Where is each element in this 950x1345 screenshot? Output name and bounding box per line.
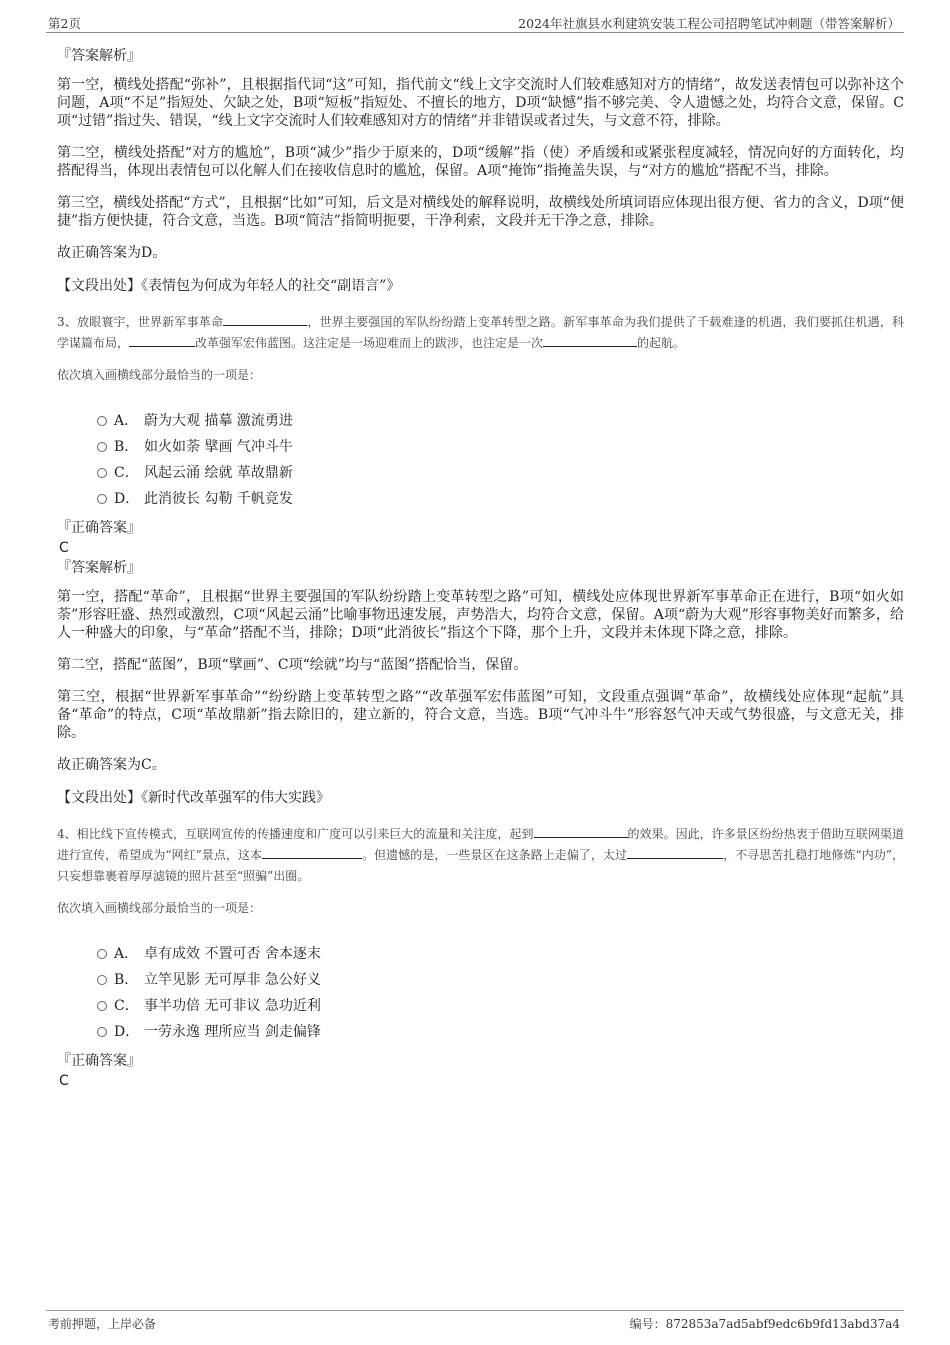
radio-icon[interactable] — [97, 494, 107, 504]
analysis-paragraph: 第一空，横线处搭配“弥补”，且根据指代词“这”可知，指代前文“线上文字交流时人们较难感知对方的情绪”，故发送表情包可以弥补这个问题，A项“不足”指短处、欠缺之处，B项“短板”指短处、不擅长的地方，D项“缺憾”指不够完美、令人遗憾之处，均符合文意，保留。C项“过错”指过失、错误，“线上文字交流时人们较难感知对方的情绪”并非错误或者过失，与文意不符，排除。 — [57, 77, 904, 129]
radio-icon[interactable] — [97, 1001, 107, 1011]
page-header — [46, 14, 904, 33]
radio-icon[interactable] — [97, 416, 107, 426]
question-stem: 3、放眼寰宇，世界新军事革命 ，世界主要强国的军队纷纷踏上变革转型之路。新军事革命为我们提供了千载难逢的机遇，我们要抓住机遇，科学谋篇布局， 改革强军宏伟蓝图。这注定是一场迎难而上的跋涉，也注定是一次 的起航。 — [57, 315, 904, 350]
radio-icon[interactable] — [97, 975, 107, 985]
option-b[interactable]: B． 如火如荼 擘画 气冲斗牛 — [97, 434, 904, 460]
analysis-paragraph: 第一空，搭配“革命”，且根据“世界主要强国的军队纷纷踏上变革转型之路”可知，横线处应体现世界新军事革命正在进行，B项“如火如荼”形容旺盛、热烈或激烈，C项“风起云涌”比喻事物迅速发展，声势浩大，均符合文意，保留。A项“蔚为大观”形容事物美好而繁多，给人一种盛大的印象，与“革命”搭配不当，排除；D项“此消彼长”指这个下降，那个上升，文段并未体现下降之意，排除。 — [57, 589, 904, 641]
question-4 — [57, 824, 904, 1091]
fill-blank — [627, 846, 723, 859]
radio-icon[interactable] — [97, 949, 107, 959]
option-c[interactable]: C． 风起云涌 绘就 革故鼎新 — [97, 460, 904, 486]
fill-blank — [129, 334, 195, 347]
option-b[interactable]: B． 立竿见影 无可厚非 急公好义 — [97, 967, 904, 993]
option-list — [97, 408, 904, 512]
question-instruction: 依次填入画横线部分最恰当的一项是： — [57, 901, 262, 915]
footer-slogan: 考前押题，上岸必备 — [48, 1317, 157, 1331]
radio-icon[interactable] — [97, 1027, 107, 1037]
radio-icon[interactable] — [97, 468, 107, 478]
page-footer — [46, 1310, 904, 1335]
option-a[interactable]: A． 蔚为大观 描摹 激流勇进 — [97, 408, 904, 434]
option-list — [97, 941, 904, 1045]
fill-blank — [262, 846, 362, 859]
fill-blank — [534, 825, 628, 838]
fill-blank — [223, 313, 307, 326]
option-d[interactable]: D． 一劳永逸 理所应当 剑走偏锋 — [97, 1019, 904, 1045]
page-number: 第2页 — [48, 16, 81, 31]
analysis-paragraph: 第二空，搭配“蓝图”，B项“擘画”、C项“绘就”均与“蓝图”搭配恰当，保留。 — [57, 657, 528, 673]
analysis-conclusion: 故正确答案为C。 — [57, 757, 166, 773]
analysis-paragraph: 第二空，横线处搭配“对方的尴尬”，B项“减少”指少于原来的，D项“缓解”指（使）矛盾缓和或紧张程度减轻，情况向好的方面转化，均搭配得当，体现出表情包可以化解人们在接收信息时的尴尬，保留。A项“掩饰”指掩盖失误，与“对方的尴尬”搭配不当，排除。 — [57, 145, 904, 179]
question-3 — [57, 312, 904, 808]
document-body — [57, 46, 904, 1091]
document-serial: 编号：872853a7ad5abf9edc6b9fd13abd37a4 — [629, 1317, 900, 1331]
text-source: 【文段出处】《表情包为何成为年轻人的社交“副语言”》 — [57, 278, 401, 294]
correct-answer: C — [59, 540, 69, 556]
text-source: 【文段出处】《新时代改革强军的伟大实践》 — [57, 790, 330, 806]
fill-blank — [543, 334, 637, 347]
document-title: 2024年社旗县水利建筑安装工程公司招聘笔试冲刺题（带答案解析） — [518, 16, 900, 31]
radio-icon[interactable] — [97, 442, 107, 452]
analysis-paragraph: 第三空，横线处搭配“方式”，且根据“比如”可知，后文是对横线处的解释说明，故横线处所填词语应体现出很方便、省力的含义，D项“便捷”指方便快捷，符合文意，当选。B项“简洁”指简明扼要，干净利索，文段并无干净之意，排除。 — [57, 195, 904, 229]
option-a[interactable]: A． 卓有成效 不置可否 舍本逐末 — [97, 941, 904, 967]
option-c[interactable]: C． 事半功倍 无可非议 急功近利 — [97, 993, 904, 1019]
question-stem: 4、相比线下宣传模式，互联网宣传的传播速度和广度可以引来巨大的流量和关注度，起到 的效果。因此，许多景区纷纷热衷于借助互联网渠道进行宣传，希望成为“网红”景点，这本 。但遗憾的是，一些景区在这条路上走偏了，太过 ，不寻思苦扎稳打地修炼“内功”，只妄想靠裹着厚厚滤镜的照片甚至“照骗”出圈。 — [57, 827, 904, 883]
option-d[interactable]: D． 此消彼长 勾勒 千帆竞发 — [97, 486, 904, 512]
correct-answer: C — [59, 1073, 69, 1089]
analysis-paragraph: 第三空，根据“世界新军事革命”“纷纷踏上变革转型之路”“改革强军宏伟蓝图”可知，文段重点强调“革命”，故横线处应体现“起航”具备“革命”的特点，C项“革故鼎新”指去除旧的，建立新的，符合文意，当选。B项“气冲斗牛”形容怒气冲天或气势很盛，与文意无关，排除。 — [57, 689, 904, 741]
q2-analysis-section — [57, 46, 904, 296]
analysis-conclusion: 故正确答案为D。 — [57, 245, 167, 261]
analysis-label: 『答案解析』 — [57, 48, 141, 64]
answer-label: 『正确答案』 — [57, 1053, 141, 1069]
question-instruction: 依次填入画横线部分最恰当的一项是： — [57, 368, 262, 382]
analysis-label: 『答案解析』 — [57, 560, 141, 576]
answer-label: 『正确答案』 — [57, 520, 141, 536]
